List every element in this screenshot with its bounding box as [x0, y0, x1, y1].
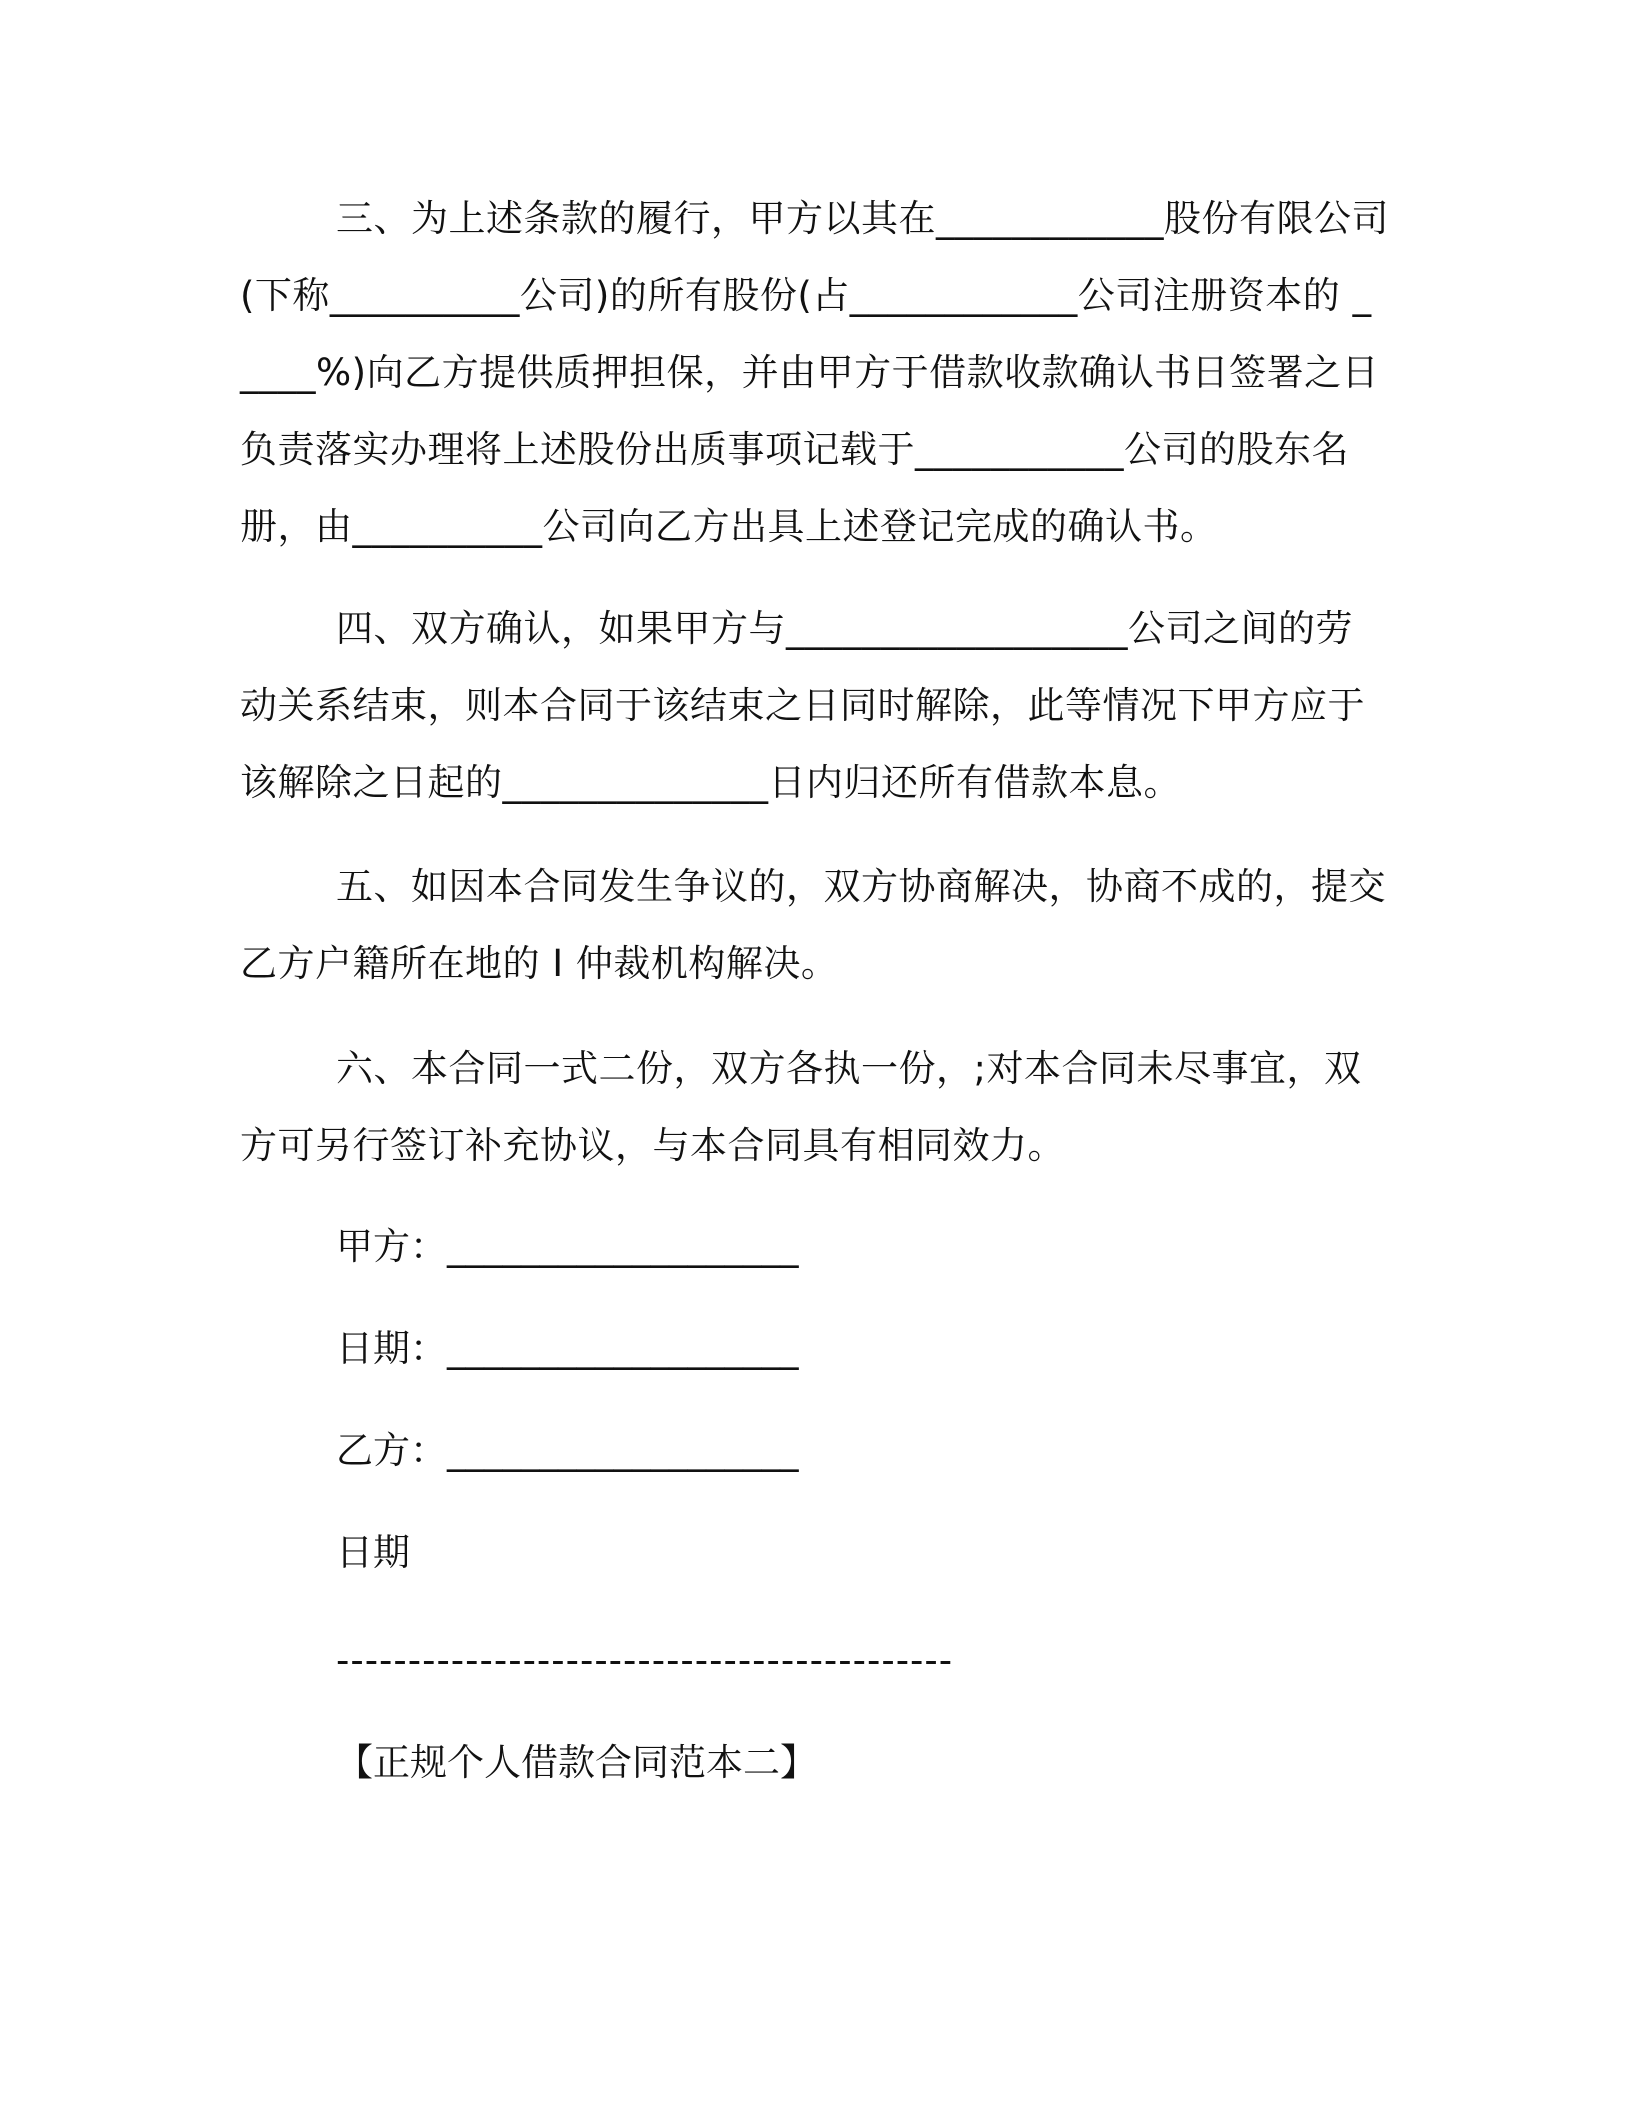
next-section-title: 【正规个人借款合同范本二】	[336, 1741, 817, 1784]
clause-three: 三、为上述条款的履行，甲方以其在____________股份有限公司(下称__________公司)的所有股份(占____________公司注册资本的 _____%)向乙方提供质押担保，并由甲方于借款收款确认书日签署之日负责落实办理将上述股份出质事项记载于___________公司的股东名册，由__________公司向乙方出具上述登记完成的确认书。	[240, 197, 1389, 548]
date-line-1: 日期：___________________	[336, 1327, 799, 1370]
date-line-2: 日期	[336, 1531, 410, 1574]
party-a-signature-line: 甲方：___________________	[336, 1225, 799, 1268]
party-b-signature-line: 乙方：___________________	[336, 1429, 799, 1472]
section-separator: -------------------------------------------	[336, 1639, 954, 1682]
clause-five: 五、如因本合同发生争议的，双方协商解决，协商不成的，提交乙方户籍所在地的 I 仲裁机构解决。	[240, 865, 1386, 985]
clause-six: 六、本合同一式二份，双方各执一份，;对本合同未尽事宜，双方可另行签订补充协议，与本合同具有相同效力。	[240, 1047, 1362, 1167]
clause-four: 四、双方确认，如果甲方与__________________公司之间的劳动关系结束，则本合同于该结束之日同时解除，此等情况下甲方应于该解除之日起的______________日内归还所有借款本息。	[240, 607, 1365, 804]
